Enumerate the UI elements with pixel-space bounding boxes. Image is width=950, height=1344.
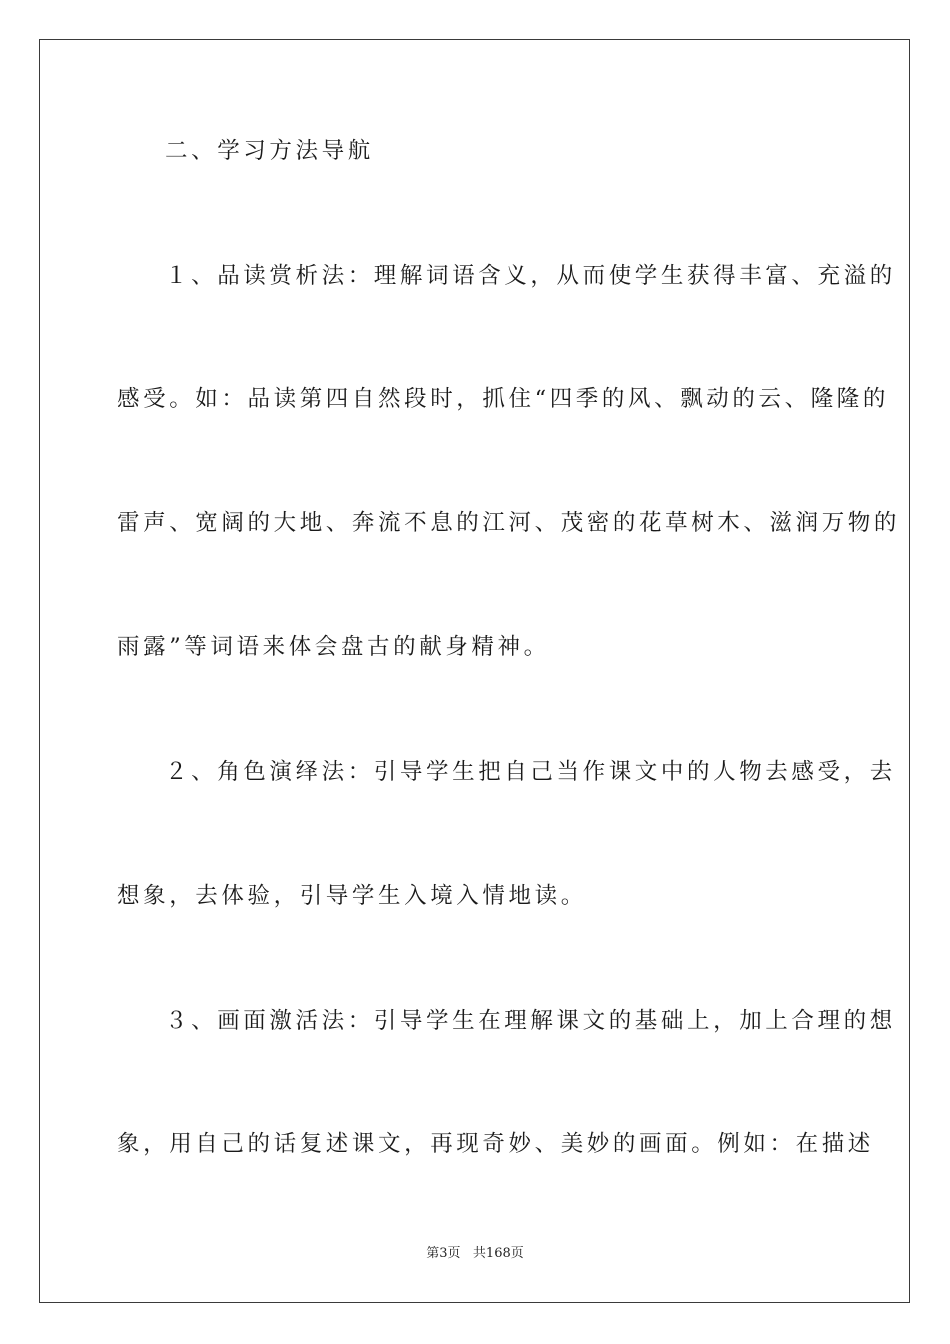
paragraph-line: 象，用自己的话复述课文，再现奇妙、美妙的画面。例如：在描述 bbox=[117, 1131, 874, 1157]
page-total: 共168页 bbox=[472, 1246, 524, 1261]
paragraph-line: 雷声、宽阔的大地、奔流不息的江河、茂密的花草树木、滋润万物的 bbox=[117, 510, 901, 536]
paragraph-line: １、品读赏析法：理解词语含义，从而使学生获得丰富、充溢的 bbox=[165, 263, 896, 289]
paragraph-line: ２、角色演绎法：引导学生把自己当作课文中的人物去感受，去 bbox=[165, 759, 896, 785]
section-heading: 二、学习方法导航 bbox=[165, 138, 374, 164]
page-footer bbox=[0, 1245, 950, 1263]
paragraph-line: 想象，去体验，引导学生入境入情地读。 bbox=[117, 883, 587, 909]
paragraph-line: ３、画面激活法：引导学生在理解课文的基础上，加上合理的想 bbox=[165, 1008, 896, 1034]
paragraph-line: 雨露”等词语来体会盘古的献身精神。 bbox=[117, 634, 550, 660]
page-border bbox=[39, 39, 910, 1303]
paragraph-line: 感受。如：品读第四自然段时，抓住“四季的风、飘动的云、隆隆的 bbox=[117, 386, 890, 412]
page-number: 第3页 bbox=[426, 1246, 461, 1261]
